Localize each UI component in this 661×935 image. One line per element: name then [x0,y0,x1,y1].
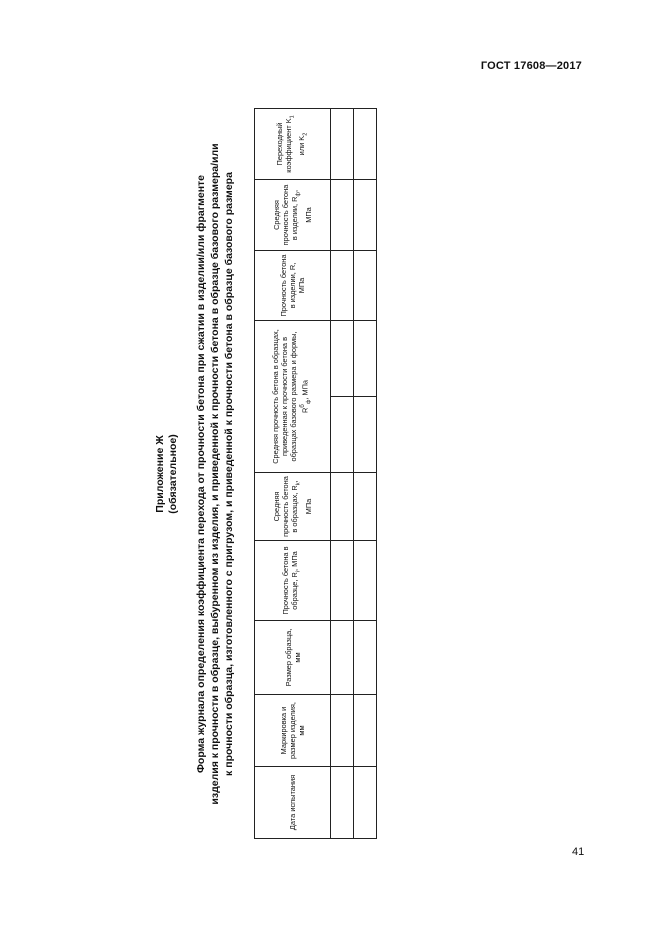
appendix-title: Приложение Ж [154,435,166,513]
table-row [331,109,354,839]
table-row [354,109,377,839]
form-title-line-3: к прочности образца, изготовленного с пригрузом, и приведенной к прочности бетона в образце базового размера [223,172,235,776]
col-header-transfer-coefficient: Переходный коэффициент $K_1$ или $K_2$ [255,109,331,180]
form-title-line-1: Форма журнала определения коэффициента перехода от прочности бетона при сжатии в изделии/или фрагменте [195,174,207,774]
col-header-reduced-mean-strength: Средняя прочность бетона в образцах, приведенная к прочности бетона в образцах базового размера и формы, $R^б_ф$, МПа [255,321,331,473]
journal-table [254,108,377,839]
col-header-item-strength: Прочность бетона в изделии, R, МПа [255,251,331,321]
table-cell [331,767,354,839]
table-cell [331,180,354,251]
page-number: 41 [572,846,585,858]
table-cell [331,473,354,541]
table-cell [331,109,354,180]
table-cell [331,621,354,695]
table-cell [331,251,354,321]
table-cell [331,397,354,473]
table-cell [354,180,377,251]
table-cell [354,621,377,695]
col-header-item-marking: Маркировка и размер изделия, мм [255,695,331,767]
col-header-sample-size: Размер образца, мм [255,621,331,695]
col-header-mean-item-strength: Средняя прочность бетона в изделии, $R_ф$, МПа [255,180,331,251]
table-header-row [255,109,331,839]
table-cell [354,695,377,767]
table-cell [331,541,354,621]
form-title-line-2: изделия к прочности в образце, выбуренном из изделия, и приведенной к прочности бетона в образце базового размера/или [209,143,221,805]
form-title [194,89,236,859]
col-header-sample-strength: Прочность бетона в образце, $R_i$, МПа [255,541,331,621]
table-cell [354,109,377,180]
appendix-heading [154,109,182,839]
rotated-content [154,109,366,839]
table-cell [354,397,377,473]
col-header-test-date: Дата испытания [255,767,331,839]
col-header-mean-sample-strength: Средняя прочность бетона в образцах, $R_k$, МПа [255,473,331,541]
table-cell [354,541,377,621]
table-cell [354,473,377,541]
table-cell [331,695,354,767]
document-code: ГОСТ 17608—2017 [480,60,582,72]
table-cell [331,321,354,397]
table-cell [354,321,377,397]
table-cell [354,767,377,839]
appendix-status: (обязательное) [167,434,179,514]
table-cell [354,251,377,321]
